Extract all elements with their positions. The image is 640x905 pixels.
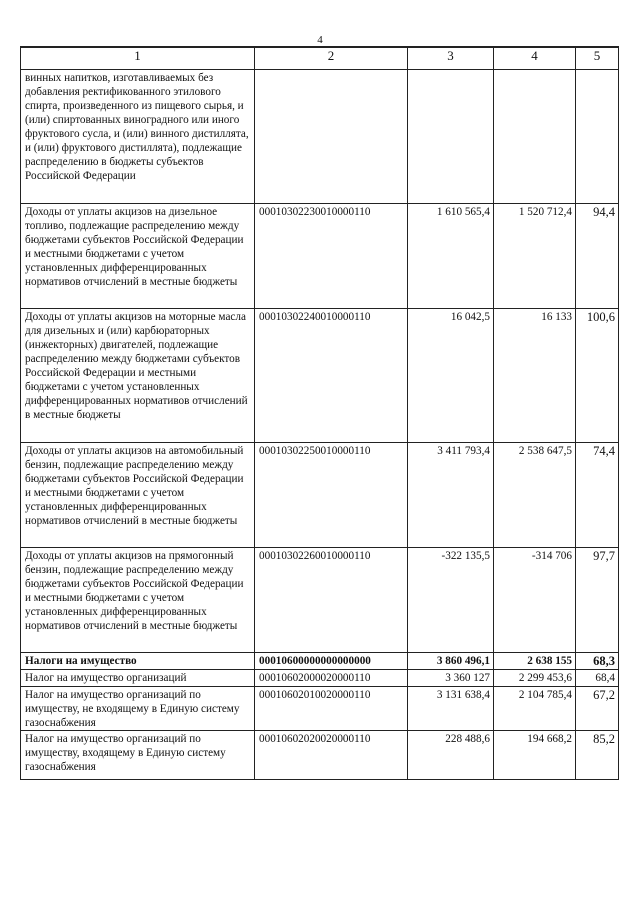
table-row xyxy=(21,204,619,309)
row-fact: 1 520 712,4 xyxy=(494,204,576,309)
table-row xyxy=(21,70,619,204)
row-name: Доходы от уплаты акцизов на прямогонный бензин, подлежащие распределению между бюджетами субъектов Российской Федерации и местными бюджетами с учетом установленных дифференцированных нормативов отчислений в местные бюджеты xyxy=(21,548,255,653)
table-header-row xyxy=(21,47,619,70)
row-plan: 3 411 793,4 xyxy=(408,443,494,548)
row-code: 00010600000000000000 xyxy=(255,653,408,670)
row-code: 00010302230010000110 xyxy=(255,204,408,309)
row-fact: 2 538 647,5 xyxy=(494,443,576,548)
row-plan: 1 610 565,4 xyxy=(408,204,494,309)
row-percent: 68,4 xyxy=(576,670,619,687)
row-name: Налоги на имущество xyxy=(21,653,255,670)
table-row xyxy=(21,443,619,548)
row-fact: 2 104 785,4 xyxy=(494,687,576,731)
row-plan: 228 488,6 xyxy=(408,731,494,780)
row-percent: 97,7 xyxy=(576,548,619,653)
row-code: 00010602020020000110 xyxy=(255,731,408,780)
row-code: 00010302250010000110 xyxy=(255,443,408,548)
table-row xyxy=(21,670,619,687)
row-name: Налог на имущество организаций по имуществу, не входящему в Единую систему газоснабжения xyxy=(21,687,255,731)
row-name: Доходы от уплаты акцизов на автомобильный бензин, подлежащие распределению между бюджетами субъектов Российской Федерации и местными бюджетами с учетом установленных дифференцированных нормативов отчислений в местные бюджеты xyxy=(21,443,255,548)
page-number: 4 xyxy=(317,34,323,46)
row-fact: 2 638 155 xyxy=(494,653,576,670)
row-percent xyxy=(576,70,619,204)
table-row xyxy=(21,687,619,731)
row-percent: 68,3 xyxy=(576,653,619,670)
row-percent: 67,2 xyxy=(576,687,619,731)
row-plan: 16 042,5 xyxy=(408,309,494,443)
row-name: Доходы от уплаты акцизов на моторные масла для дизельных и (или) карбюраторных (инжекторных) двигателей, подлежащие распределению между бюджетами субъектов Российской Федерации и местными бюджетами с учетом установленных дифференцированных нормативов отчислений в местные бюджеты xyxy=(21,309,255,443)
table-row xyxy=(21,548,619,653)
budget-revenue-table xyxy=(20,46,619,780)
row-percent: 100,6 xyxy=(576,309,619,443)
row-name: Налог на имущество организаций xyxy=(21,670,255,687)
row-percent: 85,2 xyxy=(576,731,619,780)
row-fact: 2 299 453,6 xyxy=(494,670,576,687)
row-code xyxy=(255,70,408,204)
row-plan: -322 135,5 xyxy=(408,548,494,653)
row-percent: 94,4 xyxy=(576,204,619,309)
row-percent: 74,4 xyxy=(576,443,619,548)
column-header-1: 1 xyxy=(21,47,255,70)
row-code: 00010302260010000110 xyxy=(255,548,408,653)
column-header-2: 2 xyxy=(255,47,408,70)
row-plan xyxy=(408,70,494,204)
row-plan: 3 360 127 xyxy=(408,670,494,687)
column-header-4: 4 xyxy=(494,47,576,70)
column-header-3: 3 xyxy=(408,47,494,70)
row-fact: 194 668,2 xyxy=(494,731,576,780)
row-plan: 3 131 638,4 xyxy=(408,687,494,731)
row-code: 00010602000020000110 xyxy=(255,670,408,687)
row-code: 00010302240010000110 xyxy=(255,309,408,443)
row-name: винных напитков, изготавливаемых без добавления ректификованного этилового спирта, произведенного из пищевого сырья, и (или) спиртованных виноградного или иного фруктового сусла, и (или) винного дистиллята, и (или) фруктового дистиллята), подлежащие распределению в бюджеты субъектов Российской Федерации xyxy=(21,70,255,204)
row-fact xyxy=(494,70,576,204)
row-fact: 16 133 xyxy=(494,309,576,443)
row-code: 00010602010020000110 xyxy=(255,687,408,731)
row-plan: 3 860 496,1 xyxy=(408,653,494,670)
table-row xyxy=(21,731,619,780)
row-fact: -314 706 xyxy=(494,548,576,653)
table-row xyxy=(21,309,619,443)
table-row-total xyxy=(21,653,619,670)
row-name: Доходы от уплаты акцизов на дизельное топливо, подлежащие распределению между бюджетами субъектов Российской Федерации и местными бюджетами с учетом установленных дифференцированных нормативов отчислений в местные бюджеты xyxy=(21,204,255,309)
row-name: Налог на имущество организаций по имуществу, входящему в Единую систему газоснабжения xyxy=(21,731,255,780)
column-header-5: 5 xyxy=(576,47,619,70)
